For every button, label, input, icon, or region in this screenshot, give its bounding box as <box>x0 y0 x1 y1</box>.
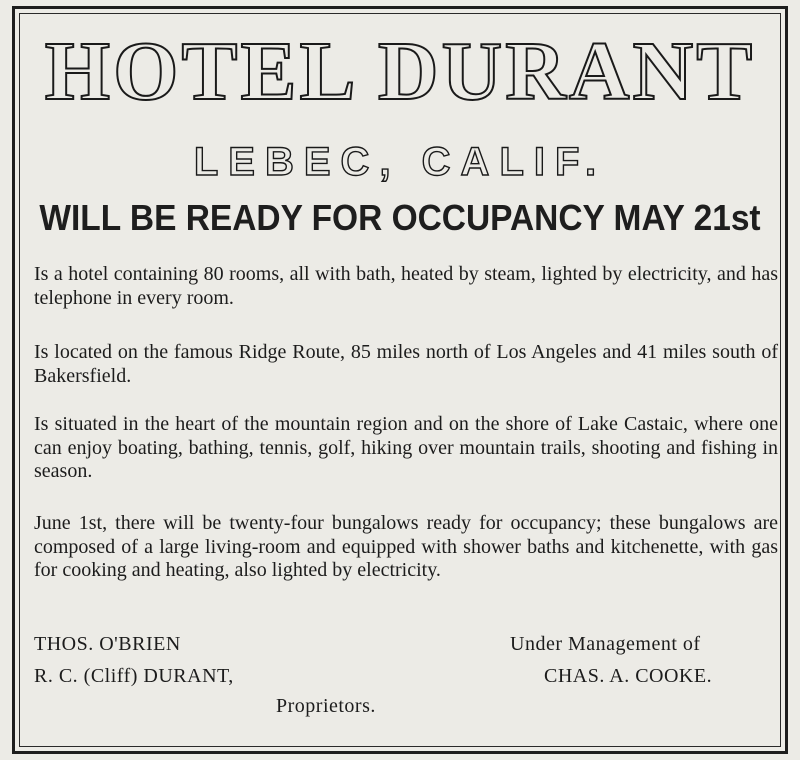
paragraph-bungalows: June 1st, there will be twenty-four bungalows ready for occupancy; these bungalows are composed of a large living-room and equipped with shower baths and kitchenette, with gas for cooking and heating, also lighted by electricity. <box>34 512 778 581</box>
paragraph-activities: Is situated in the heart of the mountain region and on the shore of Lake Castaic, where one can enjoy boating, bathing, tennis, golf, hiking over mountain trails, shooting and fishing in season. <box>34 413 778 482</box>
paragraph-location: Is located on the famous Ridge Route, 85 miles north of Los Angeles and 41 miles south of Bakersfield. <box>34 341 778 387</box>
ad-title: HOTEL DURANT <box>44 25 756 118</box>
manager-name: CHAS. A. COOKE. <box>544 665 713 687</box>
ad-headline: WILL BE READY FOR OCCUPANCY MAY 21st <box>39 197 761 238</box>
proprietor-name-2: R. C. (Cliff) DURANT, <box>34 665 234 687</box>
paragraph-rooms: Is a hotel containing 80 rooms, all with bath, heated by steam, lighted by electricity, and has telephone in every room. <box>34 263 778 309</box>
proprietors-label: Proprietors. <box>276 695 376 717</box>
ad-location: LEBEC, CALIF. <box>193 140 607 184</box>
proprietor-name-1: THOS. O'BRIEN <box>34 633 181 655</box>
management-label: Under Management of <box>510 633 701 655</box>
